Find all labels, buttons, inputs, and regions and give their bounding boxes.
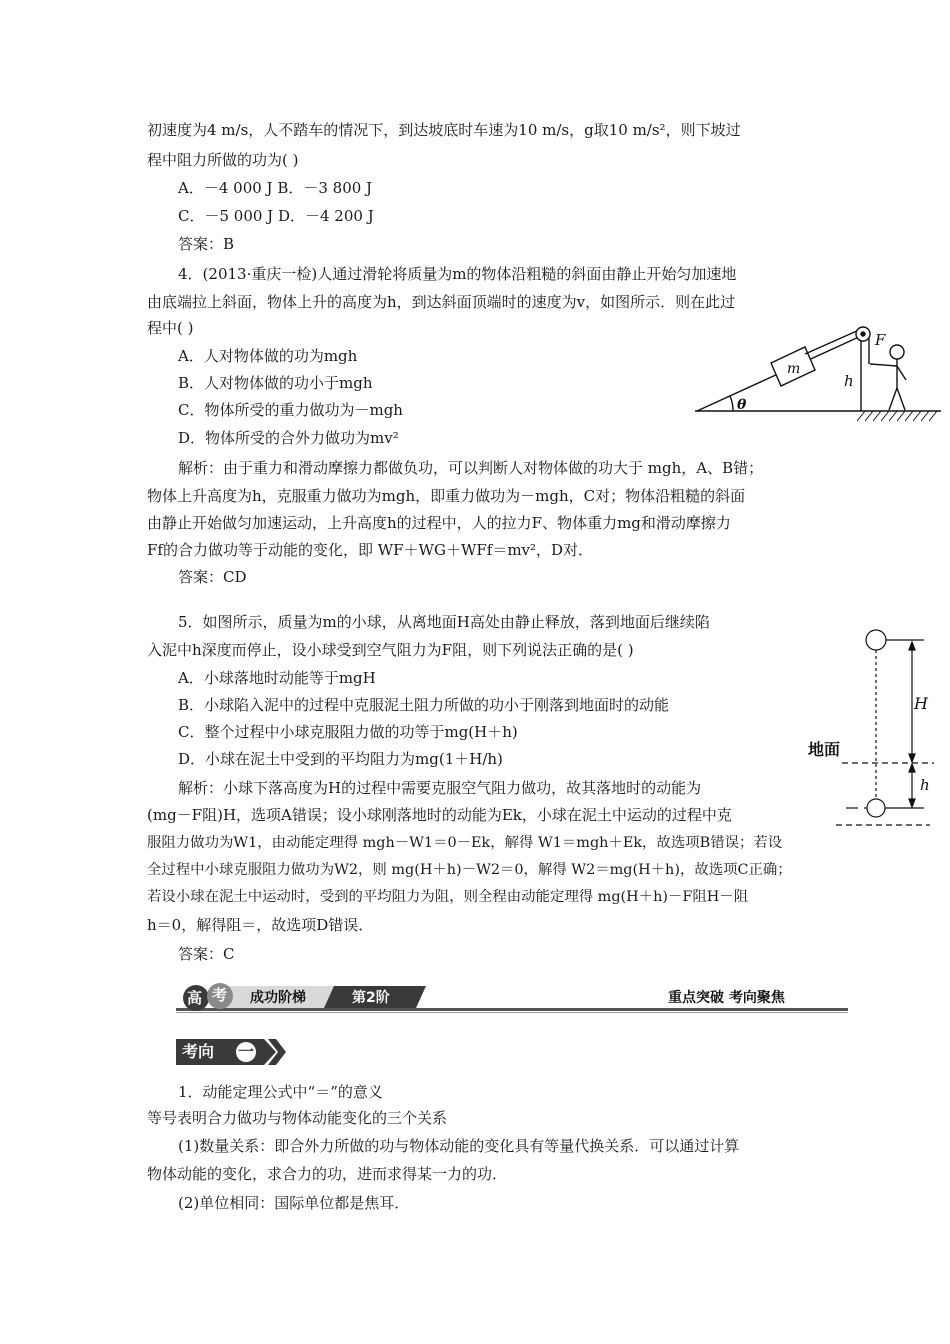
q4-analysis-3: 由静止开始做匀加速运动，上升高度h的过程中，人的拉力F、物体重力mg和滑动摩擦力 bbox=[147, 514, 731, 532]
q5-option-b: B．小球陷入泥中的过程中克服泥土阻力所做的功小于刚落到地面时的动能 bbox=[178, 696, 670, 714]
kaoxiang-label: 考向 bbox=[182, 1042, 215, 1061]
q5-answer: 答案：C bbox=[178, 945, 235, 963]
q5-analysis-1: 解析：小球下落高度为H的过程中需要克服空气阻力做功，故其落地时的动能为 bbox=[178, 779, 702, 797]
q3-line-1: 初速度为4 m/s，人不踏车的情况下，到达坡底时车速为10 m/s，g取10 m/s²，则下坡过 bbox=[147, 121, 741, 139]
banner-focus: 重点突破 考向聚焦 bbox=[668, 990, 785, 1006]
q5-analysis-3: 服阻力做功为W1，由动能定理得 mgh－W1＝0－Ek，解得 W1＝mgh＋Ek，故选项B错误；若设 bbox=[147, 835, 783, 851]
ground-label: 地面 bbox=[808, 740, 841, 759]
q4-option-a: A．人对物体做的功为mgh bbox=[178, 347, 358, 365]
section-intro: 等号表明合力做功与物体动能变化的三个关系 bbox=[147, 1109, 448, 1127]
force-label: F bbox=[875, 331, 886, 349]
height-label: h bbox=[844, 372, 854, 390]
q4-line-1: 4．(2013·重庆一检)人通过滑轮将质量为m的物体沿粗糙的斜面由静止开始匀加速地 bbox=[178, 265, 737, 283]
incline-pulley-figure bbox=[693, 318, 943, 430]
q5-line-1: 5．如图所示，质量为m的小球，从离地面H高处由静止释放，落到地面后继续陷 bbox=[178, 613, 710, 631]
section-point-2: (2)单位相同：国际单位都是焦耳． bbox=[178, 1194, 410, 1212]
q4-analysis-4: Ff的合力做功等于动能的变化，即 WF＋WG＋WFf＝mv²，D对． bbox=[147, 541, 594, 559]
kaoxiang-number: 一 bbox=[238, 1042, 255, 1061]
section-point-1b: 物体动能的变化，求合力的功，进而求得某一力的功． bbox=[147, 1165, 508, 1183]
depth-label: h bbox=[920, 776, 930, 794]
banner-step: 第2阶 bbox=[352, 990, 390, 1006]
section-point-1a: (1)数量关系：即合外力所做的功与物体动能的变化具有等量代换关系．可以通过计算 bbox=[178, 1137, 740, 1155]
q5-line-2: 入泥中h深度而停止，设小球受到空气阻力为F阻，则下列说法正确的是( ) bbox=[147, 641, 634, 659]
banner-ladder: 成功阶梯 bbox=[250, 990, 306, 1006]
q5-analysis-2: (mg－F阻)H，选项A错误；设小球刚落地时的动能为Ek，小球在泥土中运动的过程中克 bbox=[147, 806, 732, 824]
falling-ball-figure bbox=[806, 625, 946, 830]
q5-option-c: C．整个过程中小球克服阻力做的功等于mg(H＋h) bbox=[178, 723, 518, 741]
q5-option-d: D．小球在泥土中受到的平均阻力为mg(1＋H/h) bbox=[178, 750, 503, 768]
q5-analysis-6: h＝0，解得阻＝，故选项D错误． bbox=[147, 916, 374, 934]
q3-answer: 答案：B bbox=[178, 235, 235, 253]
q4-option-b: B．人对物体做的功小于mgh bbox=[178, 374, 373, 392]
q5-option-a: A．小球落地时动能等于mgH bbox=[178, 669, 376, 687]
angle-label: θ bbox=[737, 397, 747, 413]
q4-option-d: D．物体所受的合外力做功为mv² bbox=[178, 429, 399, 447]
q4-line-3: 程中( ) bbox=[147, 319, 194, 337]
block-mass-label: m bbox=[787, 361, 801, 377]
kaoxiang-tag bbox=[176, 1036, 286, 1068]
q5-analysis-5: 若设小球在泥土中运动时，受到的平均阻力为阻，则全程由动能定理得 mg(H＋h)－F阻H－阻 bbox=[147, 889, 749, 905]
q4-analysis-1: 解析：由于重力和滑动摩擦力都做负功，可以判断人对物体做的功大于 mgh，A、B错； bbox=[178, 459, 764, 477]
section-title: 1．动能定理公式中“＝”的意义 bbox=[178, 1083, 383, 1101]
q3-options-ab: A．－4 000 J B．－3 800 J bbox=[178, 179, 373, 197]
section-banner bbox=[176, 978, 848, 1018]
q4-analysis-2: 物体上升高度为h，克服重力做功为mgh，即重力做功为－mgh，C对；物体沿粗糙的斜面 bbox=[147, 487, 746, 505]
q4-answer: 答案：CD bbox=[178, 568, 247, 586]
q5-analysis-4: 全过程中小球克服阻力做功为W2，则 mg(H＋h)－W2＝0，解得 W2＝mg(H＋h)，故选项C正确； bbox=[147, 862, 792, 878]
banner-kao: 考 bbox=[212, 986, 228, 1004]
banner-gao: 高 bbox=[187, 989, 203, 1007]
q4-option-c: C．物体所受的重力做功为－mgh bbox=[178, 401, 403, 419]
q3-line-2: 程中阻力所做的功为( ) bbox=[147, 151, 299, 169]
q4-line-2: 由底端拉上斜面，物体上升的高度为h，到达斜面顶端时的速度为v，如图所示．则在此过 bbox=[147, 293, 736, 311]
q3-options-cd: C．－5 000 J D．－4 200 J bbox=[178, 207, 374, 225]
big-height-label: H bbox=[914, 694, 928, 713]
